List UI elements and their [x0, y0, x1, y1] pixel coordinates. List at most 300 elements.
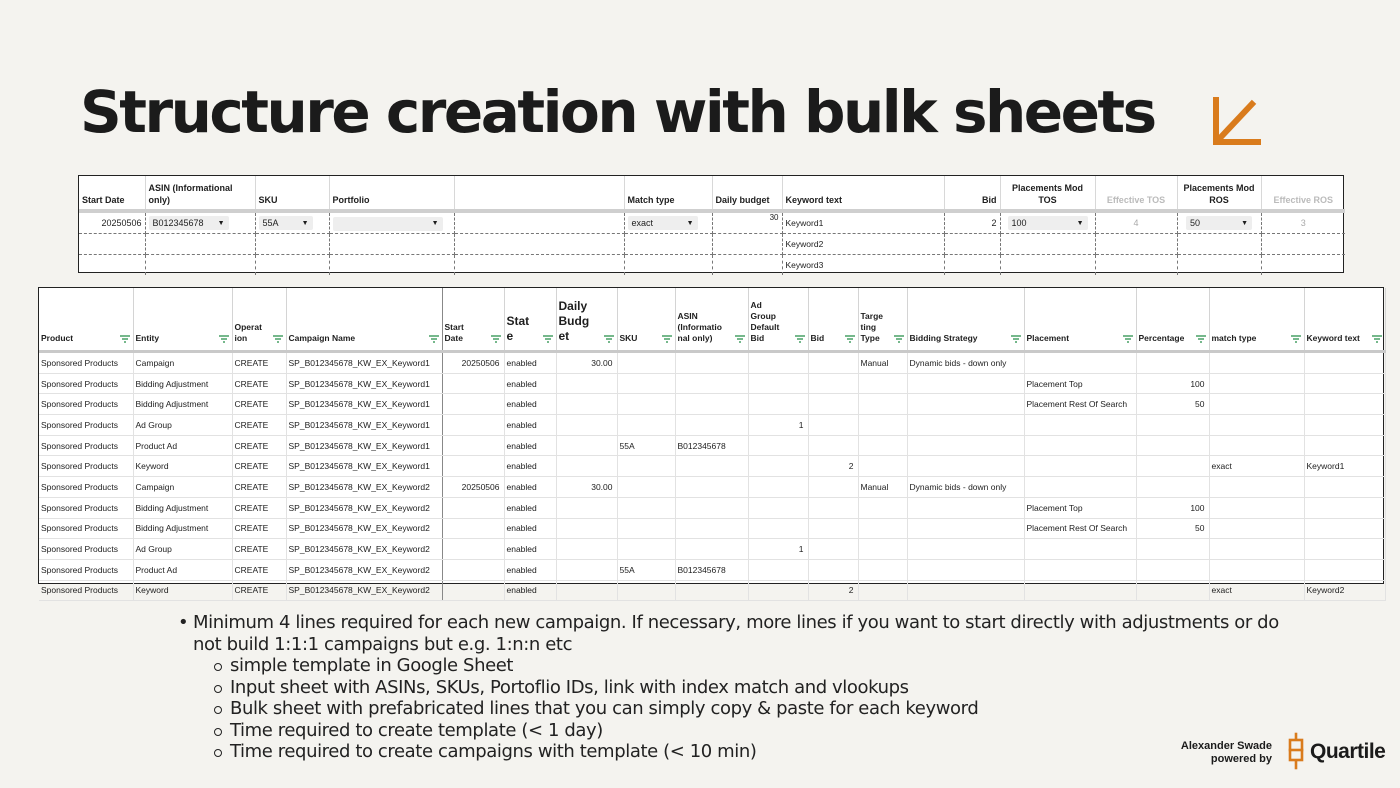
- input-row: [79, 211, 1345, 234]
- table-cell[interactable]: Bidding Adjustment: [133, 518, 232, 539]
- table-cell[interactable]: [1024, 580, 1136, 601]
- input-cell[interactable]: [329, 234, 454, 255]
- table-cell[interactable]: CREATE: [232, 559, 286, 580]
- table-cell[interactable]: Sponsored Products: [39, 497, 133, 518]
- input-cell[interactable]: Keyword1: [782, 211, 944, 234]
- dropdown-select[interactable]: [259, 216, 313, 230]
- table-cell[interactable]: [1024, 415, 1136, 436]
- table-cell[interactable]: CREATE: [232, 415, 286, 436]
- table-cell[interactable]: SP_B012345678_KW_EX_Keyword1: [286, 352, 442, 374]
- filter-icon[interactable]: [219, 335, 229, 343]
- table-cell[interactable]: [808, 394, 858, 415]
- table-cell[interactable]: Keyword2: [1304, 580, 1385, 601]
- chevron-down-icon[interactable]: ▼: [1241, 219, 1248, 227]
- input-cell[interactable]: [1261, 255, 1345, 276]
- input-cell[interactable]: [1095, 234, 1177, 255]
- table-cell[interactable]: [1304, 518, 1385, 539]
- table-cell[interactable]: CREATE: [232, 518, 286, 539]
- dropdown-value: B012345678: [152, 218, 204, 228]
- table-cell[interactable]: [858, 559, 907, 580]
- input-cell[interactable]: [329, 255, 454, 276]
- input-cell[interactable]: [1000, 211, 1095, 234]
- table-row: [39, 518, 1385, 539]
- input-cell[interactable]: [624, 211, 712, 234]
- filter-icon[interactable]: [662, 335, 672, 343]
- table-cell[interactable]: 1: [748, 539, 808, 560]
- filter-icon[interactable]: [273, 335, 283, 343]
- table-cell[interactable]: [556, 394, 617, 415]
- chevron-down-icon[interactable]: ▼: [1076, 219, 1084, 227]
- table-cell[interactable]: [556, 518, 617, 539]
- table-cell[interactable]: Sponsored Products: [39, 435, 133, 456]
- table-cell[interactable]: [675, 352, 748, 374]
- input-cell[interactable]: [1261, 234, 1345, 255]
- table-cell[interactable]: Sponsored Products: [39, 373, 133, 394]
- bulk-column-label: Bidding Strategy: [909, 333, 978, 343]
- table-cell[interactable]: [1024, 435, 1136, 456]
- table-cell[interactable]: [442, 415, 504, 436]
- table-row: [39, 559, 1385, 580]
- table-cell[interactable]: 1: [748, 415, 808, 436]
- chevron-down-icon[interactable]: ▼: [686, 219, 694, 227]
- table-cell[interactable]: [1136, 559, 1209, 580]
- input-cell[interactable]: [454, 211, 624, 234]
- table-cell[interactable]: [907, 456, 1024, 477]
- table-cell[interactable]: [556, 539, 617, 560]
- filter-icon[interactable]: [1372, 335, 1382, 343]
- table-cell[interactable]: [907, 580, 1024, 601]
- table-cell[interactable]: [808, 373, 858, 394]
- chevron-down-icon[interactable]: ▼: [301, 219, 309, 227]
- table-cell[interactable]: [1209, 539, 1304, 560]
- table-cell[interactable]: [1304, 415, 1385, 436]
- table-cell[interactable]: [442, 580, 504, 601]
- table-cell[interactable]: [617, 373, 675, 394]
- input-row: [79, 234, 1345, 255]
- table-cell[interactable]: enabled: [504, 559, 556, 580]
- input-cell[interactable]: [145, 255, 255, 276]
- input-cell[interactable]: 3: [1261, 211, 1345, 234]
- input-cell[interactable]: Keyword3: [782, 255, 944, 276]
- table-cell[interactable]: SP_B012345678_KW_EX_Keyword2: [286, 559, 442, 580]
- table-cell[interactable]: SP_B012345678_KW_EX_Keyword1: [286, 373, 442, 394]
- table-cell[interactable]: [748, 435, 808, 456]
- table-cell[interactable]: CREATE: [232, 394, 286, 415]
- table-cell[interactable]: CREATE: [232, 539, 286, 560]
- table-cell[interactable]: enabled: [504, 435, 556, 456]
- table-cell[interactable]: [748, 394, 808, 415]
- input-cell[interactable]: [79, 255, 145, 276]
- input-cell[interactable]: [329, 211, 454, 234]
- table-cell[interactable]: [808, 477, 858, 498]
- input-cell[interactable]: [255, 234, 329, 255]
- table-cell[interactable]: Dynamic bids - down only: [907, 352, 1024, 374]
- table-cell[interactable]: enabled: [504, 477, 556, 498]
- table-cell[interactable]: [617, 539, 675, 560]
- filter-icon[interactable]: [604, 335, 614, 343]
- table-cell[interactable]: Manual: [858, 352, 907, 374]
- table-cell[interactable]: 30.00: [556, 352, 617, 374]
- table-cell[interactable]: [442, 435, 504, 456]
- table-cell[interactable]: [675, 518, 748, 539]
- table-cell[interactable]: [1209, 352, 1304, 374]
- table-cell[interactable]: Keyword: [133, 580, 232, 601]
- table-cell[interactable]: Sponsored Products: [39, 580, 133, 601]
- table-cell[interactable]: [1136, 435, 1209, 456]
- filter-icon[interactable]: [1123, 335, 1133, 343]
- table-cell[interactable]: [556, 580, 617, 601]
- table-cell[interactable]: [748, 456, 808, 477]
- table-cell[interactable]: [617, 456, 675, 477]
- table-cell[interactable]: enabled: [504, 415, 556, 436]
- table-cell[interactable]: [1209, 373, 1304, 394]
- table-cell[interactable]: [907, 373, 1024, 394]
- chevron-down-icon[interactable]: ▼: [217, 219, 225, 227]
- table-cell[interactable]: Manual: [858, 477, 907, 498]
- dropdown-select[interactable]: [333, 217, 443, 231]
- input-cell[interactable]: [79, 234, 145, 255]
- table-cell[interactable]: [858, 518, 907, 539]
- table-cell[interactable]: [808, 415, 858, 436]
- input-cell[interactable]: [454, 234, 624, 255]
- table-cell[interactable]: 100: [1136, 373, 1209, 394]
- table-cell[interactable]: enabled: [504, 352, 556, 374]
- table-cell[interactable]: [1209, 497, 1304, 518]
- bullet-sub: Time required to create template (< 1 day): [178, 720, 1288, 742]
- table-cell[interactable]: [1209, 477, 1304, 498]
- bulk-column-header: [748, 288, 808, 352]
- table-cell[interactable]: CREATE: [232, 497, 286, 518]
- input-cell[interactable]: [624, 255, 712, 276]
- table-cell[interactable]: [907, 435, 1024, 456]
- table-cell[interactable]: [907, 518, 1024, 539]
- input-cell[interactable]: [255, 211, 329, 234]
- table-row: [39, 415, 1385, 436]
- table-cell[interactable]: [556, 559, 617, 580]
- table-cell[interactable]: [442, 559, 504, 580]
- table-cell[interactable]: Keyword: [133, 456, 232, 477]
- input-cell[interactable]: [1177, 255, 1261, 276]
- table-cell[interactable]: Sponsored Products: [39, 539, 133, 560]
- table-cell[interactable]: SP_B012345678_KW_EX_Keyword2: [286, 580, 442, 601]
- input-cell[interactable]: [712, 255, 782, 276]
- table-cell[interactable]: [1304, 352, 1385, 374]
- table-cell[interactable]: [442, 497, 504, 518]
- table-cell[interactable]: [556, 373, 617, 394]
- table-cell[interactable]: [858, 456, 907, 477]
- table-cell[interactable]: Sponsored Products: [39, 394, 133, 415]
- table-cell[interactable]: Ad Group: [133, 415, 232, 436]
- dropdown-select[interactable]: [149, 216, 229, 230]
- table-cell[interactable]: Bidding Adjustment: [133, 394, 232, 415]
- table-cell[interactable]: [1304, 497, 1385, 518]
- input-row: [79, 255, 1345, 276]
- table-cell[interactable]: [1209, 518, 1304, 539]
- table-cell[interactable]: [617, 352, 675, 374]
- table-cell[interactable]: [1024, 352, 1136, 374]
- bulk-column-header: [286, 288, 442, 352]
- filter-icon[interactable]: [429, 335, 439, 343]
- table-cell[interactable]: [556, 415, 617, 436]
- input-cell[interactable]: 30: [712, 211, 782, 234]
- table-cell[interactable]: [1136, 477, 1209, 498]
- input-cell[interactable]: [944, 255, 1000, 276]
- table-cell[interactable]: Sponsored Products: [39, 352, 133, 374]
- table-cell[interactable]: [1304, 477, 1385, 498]
- table-cell[interactable]: [442, 456, 504, 477]
- table-cell[interactable]: CREATE: [232, 352, 286, 374]
- table-cell[interactable]: [808, 497, 858, 518]
- input-cell[interactable]: [712, 234, 782, 255]
- table-cell[interactable]: [1209, 394, 1304, 415]
- input-table: [79, 176, 1345, 275]
- table-cell[interactable]: 2: [808, 580, 858, 601]
- table-cell[interactable]: enabled: [504, 394, 556, 415]
- table-cell[interactable]: [808, 518, 858, 539]
- filter-icon[interactable]: [795, 335, 805, 343]
- table-cell[interactable]: CREATE: [232, 456, 286, 477]
- table-cell[interactable]: [675, 415, 748, 436]
- table-cell[interactable]: Placement Rest Of Search: [1024, 394, 1136, 415]
- table-row: [39, 352, 1385, 374]
- table-cell[interactable]: enabled: [504, 539, 556, 560]
- table-cell[interactable]: [1024, 456, 1136, 477]
- table-cell[interactable]: [1209, 415, 1304, 436]
- table-cell[interactable]: [1304, 373, 1385, 394]
- table-cell[interactable]: [675, 539, 748, 560]
- table-cell[interactable]: [858, 394, 907, 415]
- table-cell[interactable]: Bidding Adjustment: [133, 373, 232, 394]
- table-cell[interactable]: Placement Rest Of Search: [1024, 518, 1136, 539]
- table-cell[interactable]: 20250506: [442, 477, 504, 498]
- bulk-column-label: Operat ion: [234, 322, 262, 343]
- filter-icon[interactable]: [543, 335, 553, 343]
- table-cell[interactable]: enabled: [504, 456, 556, 477]
- filter-icon[interactable]: [491, 335, 501, 343]
- table-cell[interactable]: [617, 477, 675, 498]
- table-cell[interactable]: [1209, 559, 1304, 580]
- table-cell[interactable]: [675, 477, 748, 498]
- bulk-column-header: [808, 288, 858, 352]
- table-cell[interactable]: [858, 497, 907, 518]
- table-cell[interactable]: [808, 435, 858, 456]
- table-cell[interactable]: Campaign: [133, 477, 232, 498]
- table-cell[interactable]: [1209, 435, 1304, 456]
- table-cell[interactable]: [556, 497, 617, 518]
- table-cell[interactable]: [907, 539, 1024, 560]
- table-cell[interactable]: [1304, 539, 1385, 560]
- table-cell[interactable]: SP_B012345678_KW_EX_Keyword1: [286, 415, 442, 436]
- table-cell[interactable]: SP_B012345678_KW_EX_Keyword1: [286, 456, 442, 477]
- dropdown-select[interactable]: [1008, 216, 1088, 230]
- input-cell[interactable]: [1000, 234, 1095, 255]
- table-cell[interactable]: [442, 518, 504, 539]
- filter-icon[interactable]: [120, 335, 130, 343]
- bulk-column-label: Placement: [1026, 333, 1070, 343]
- table-cell[interactable]: Sponsored Products: [39, 518, 133, 539]
- table-cell[interactable]: Sponsored Products: [39, 415, 133, 436]
- input-column-header: Portfolio: [329, 176, 454, 211]
- table-cell[interactable]: Placement Top: [1024, 373, 1136, 394]
- table-cell[interactable]: [442, 394, 504, 415]
- table-cell[interactable]: exact: [1209, 456, 1304, 477]
- table-cell[interactable]: Ad Group: [133, 539, 232, 560]
- table-cell[interactable]: Product Ad: [133, 435, 232, 456]
- table-cell[interactable]: Product Ad: [133, 559, 232, 580]
- table-cell[interactable]: CREATE: [232, 477, 286, 498]
- table-cell[interactable]: [556, 456, 617, 477]
- input-cell[interactable]: [454, 255, 624, 276]
- table-cell[interactable]: [858, 435, 907, 456]
- table-cell[interactable]: [748, 497, 808, 518]
- table-cell[interactable]: [748, 352, 808, 374]
- table-cell[interactable]: 30.00: [556, 477, 617, 498]
- table-cell[interactable]: [675, 394, 748, 415]
- table-cell[interactable]: [907, 415, 1024, 436]
- filter-icon[interactable]: [1196, 335, 1206, 343]
- bulk-column-header: [1024, 288, 1136, 352]
- input-cell[interactable]: [255, 255, 329, 276]
- table-cell[interactable]: CREATE: [232, 373, 286, 394]
- table-cell[interactable]: [617, 580, 675, 601]
- table-cell[interactable]: [907, 497, 1024, 518]
- table-cell[interactable]: SP_B012345678_KW_EX_Keyword2: [286, 518, 442, 539]
- table-cell[interactable]: [1024, 559, 1136, 580]
- table-cell[interactable]: SP_B012345678_KW_EX_Keyword2: [286, 539, 442, 560]
- table-cell[interactable]: SP_B012345678_KW_EX_Keyword2: [286, 477, 442, 498]
- table-cell[interactable]: SP_B012345678_KW_EX_Keyword1: [286, 435, 442, 456]
- table-cell[interactable]: [858, 373, 907, 394]
- table-cell[interactable]: [748, 477, 808, 498]
- table-cell[interactable]: [617, 497, 675, 518]
- input-cell[interactable]: [944, 234, 1000, 255]
- table-cell[interactable]: [556, 435, 617, 456]
- table-cell[interactable]: Sponsored Products: [39, 456, 133, 477]
- table-cell[interactable]: [808, 539, 858, 560]
- table-cell[interactable]: 50: [1136, 394, 1209, 415]
- table-cell[interactable]: [1304, 394, 1385, 415]
- input-cell[interactable]: [145, 234, 255, 255]
- table-cell[interactable]: [1136, 580, 1209, 601]
- table-cell[interactable]: Keyword1: [1304, 456, 1385, 477]
- table-cell[interactable]: [858, 539, 907, 560]
- table-cell[interactable]: 50: [1136, 518, 1209, 539]
- table-cell[interactable]: exact: [1209, 580, 1304, 601]
- table-cell[interactable]: B012345678: [675, 559, 748, 580]
- table-cell[interactable]: [442, 539, 504, 560]
- input-cell[interactable]: 20250506: [79, 211, 145, 234]
- table-cell[interactable]: enabled: [504, 373, 556, 394]
- table-cell[interactable]: [808, 559, 858, 580]
- table-cell[interactable]: B012345678: [675, 435, 748, 456]
- table-cell[interactable]: SP_B012345678_KW_EX_Keyword1: [286, 394, 442, 415]
- input-column-header: Keyword text: [782, 176, 944, 211]
- table-cell[interactable]: [748, 518, 808, 539]
- bulk-column-label: match type: [1211, 333, 1257, 343]
- arrow-down-left-icon: [1208, 94, 1266, 150]
- table-cell[interactable]: 20250506: [442, 352, 504, 374]
- table-cell[interactable]: [1136, 539, 1209, 560]
- table-cell[interactable]: [748, 373, 808, 394]
- table-cell[interactable]: enabled: [504, 580, 556, 601]
- input-cell[interactable]: [1000, 255, 1095, 276]
- table-cell[interactable]: enabled: [504, 497, 556, 518]
- table-cell[interactable]: [907, 394, 1024, 415]
- table-cell[interactable]: [907, 559, 1024, 580]
- chevron-down-icon[interactable]: ▼: [431, 220, 439, 227]
- table-cell[interactable]: Bidding Adjustment: [133, 497, 232, 518]
- filter-icon[interactable]: [1291, 335, 1301, 343]
- filter-icon[interactable]: [1011, 335, 1021, 343]
- table-cell[interactable]: [675, 373, 748, 394]
- bulk-table: [39, 288, 1386, 601]
- input-cell[interactable]: [1177, 211, 1261, 234]
- table-cell[interactable]: Dynamic bids - down only: [907, 477, 1024, 498]
- filter-icon[interactable]: [845, 335, 855, 343]
- table-cell[interactable]: [617, 394, 675, 415]
- bulk-column-label: Entity: [135, 333, 160, 343]
- input-cell[interactable]: 2: [944, 211, 1000, 234]
- table-cell[interactable]: Placement Top: [1024, 497, 1136, 518]
- input-cell[interactable]: [1095, 255, 1177, 276]
- table-cell[interactable]: [1136, 456, 1209, 477]
- input-cell[interactable]: [1177, 234, 1261, 255]
- table-cell[interactable]: [1024, 539, 1136, 560]
- bulk-column-header: [907, 288, 1024, 352]
- table-cell[interactable]: [617, 518, 675, 539]
- table-cell[interactable]: [1304, 435, 1385, 456]
- table-cell[interactable]: [1136, 352, 1209, 374]
- table-cell[interactable]: [858, 415, 907, 436]
- dropdown-select[interactable]: [628, 216, 698, 230]
- table-cell[interactable]: Campaign: [133, 352, 232, 374]
- bullet-main: • Minimum 4 lines required for each new campaign. If necessary, more lines if you want to start directly with adjustments or do not build 1:1:1 campaigns but e.g. 1:n:n etc: [178, 612, 1288, 655]
- table-cell[interactable]: [748, 580, 808, 601]
- dropdown-select[interactable]: [1186, 216, 1252, 230]
- table-cell[interactable]: [617, 415, 675, 436]
- table-cell[interactable]: 55A: [617, 559, 675, 580]
- table-cell[interactable]: CREATE: [232, 435, 286, 456]
- table-cell[interactable]: [675, 497, 748, 518]
- table-cell[interactable]: 100: [1136, 497, 1209, 518]
- table-cell[interactable]: [1136, 415, 1209, 436]
- input-cell[interactable]: [624, 234, 712, 255]
- table-cell[interactable]: [442, 373, 504, 394]
- table-cell[interactable]: [748, 559, 808, 580]
- table-cell[interactable]: [858, 580, 907, 601]
- table-cell[interactable]: Sponsored Products: [39, 477, 133, 498]
- bulk-column-label: ASIN (Informatio nal only): [677, 311, 722, 343]
- table-cell[interactable]: [1024, 477, 1136, 498]
- input-column-header: ASIN (Informational only): [145, 176, 255, 211]
- input-cell[interactable]: [145, 211, 255, 234]
- table-cell[interactable]: 55A: [617, 435, 675, 456]
- table-cell[interactable]: SP_B012345678_KW_EX_Keyword2: [286, 497, 442, 518]
- table-cell[interactable]: enabled: [504, 518, 556, 539]
- filter-icon[interactable]: [894, 335, 904, 343]
- input-column-header: Match type: [624, 176, 712, 211]
- table-cell[interactable]: [675, 456, 748, 477]
- table-cell[interactable]: Sponsored Products: [39, 559, 133, 580]
- table-cell[interactable]: [808, 352, 858, 374]
- table-cell[interactable]: 2: [808, 456, 858, 477]
- table-cell[interactable]: [675, 580, 748, 601]
- input-cell[interactable]: Keyword2: [782, 234, 944, 255]
- input-cell[interactable]: 4: [1095, 211, 1177, 234]
- filter-icon[interactable]: [735, 335, 745, 343]
- table-cell[interactable]: [1304, 559, 1385, 580]
- table-cell[interactable]: CREATE: [232, 580, 286, 601]
